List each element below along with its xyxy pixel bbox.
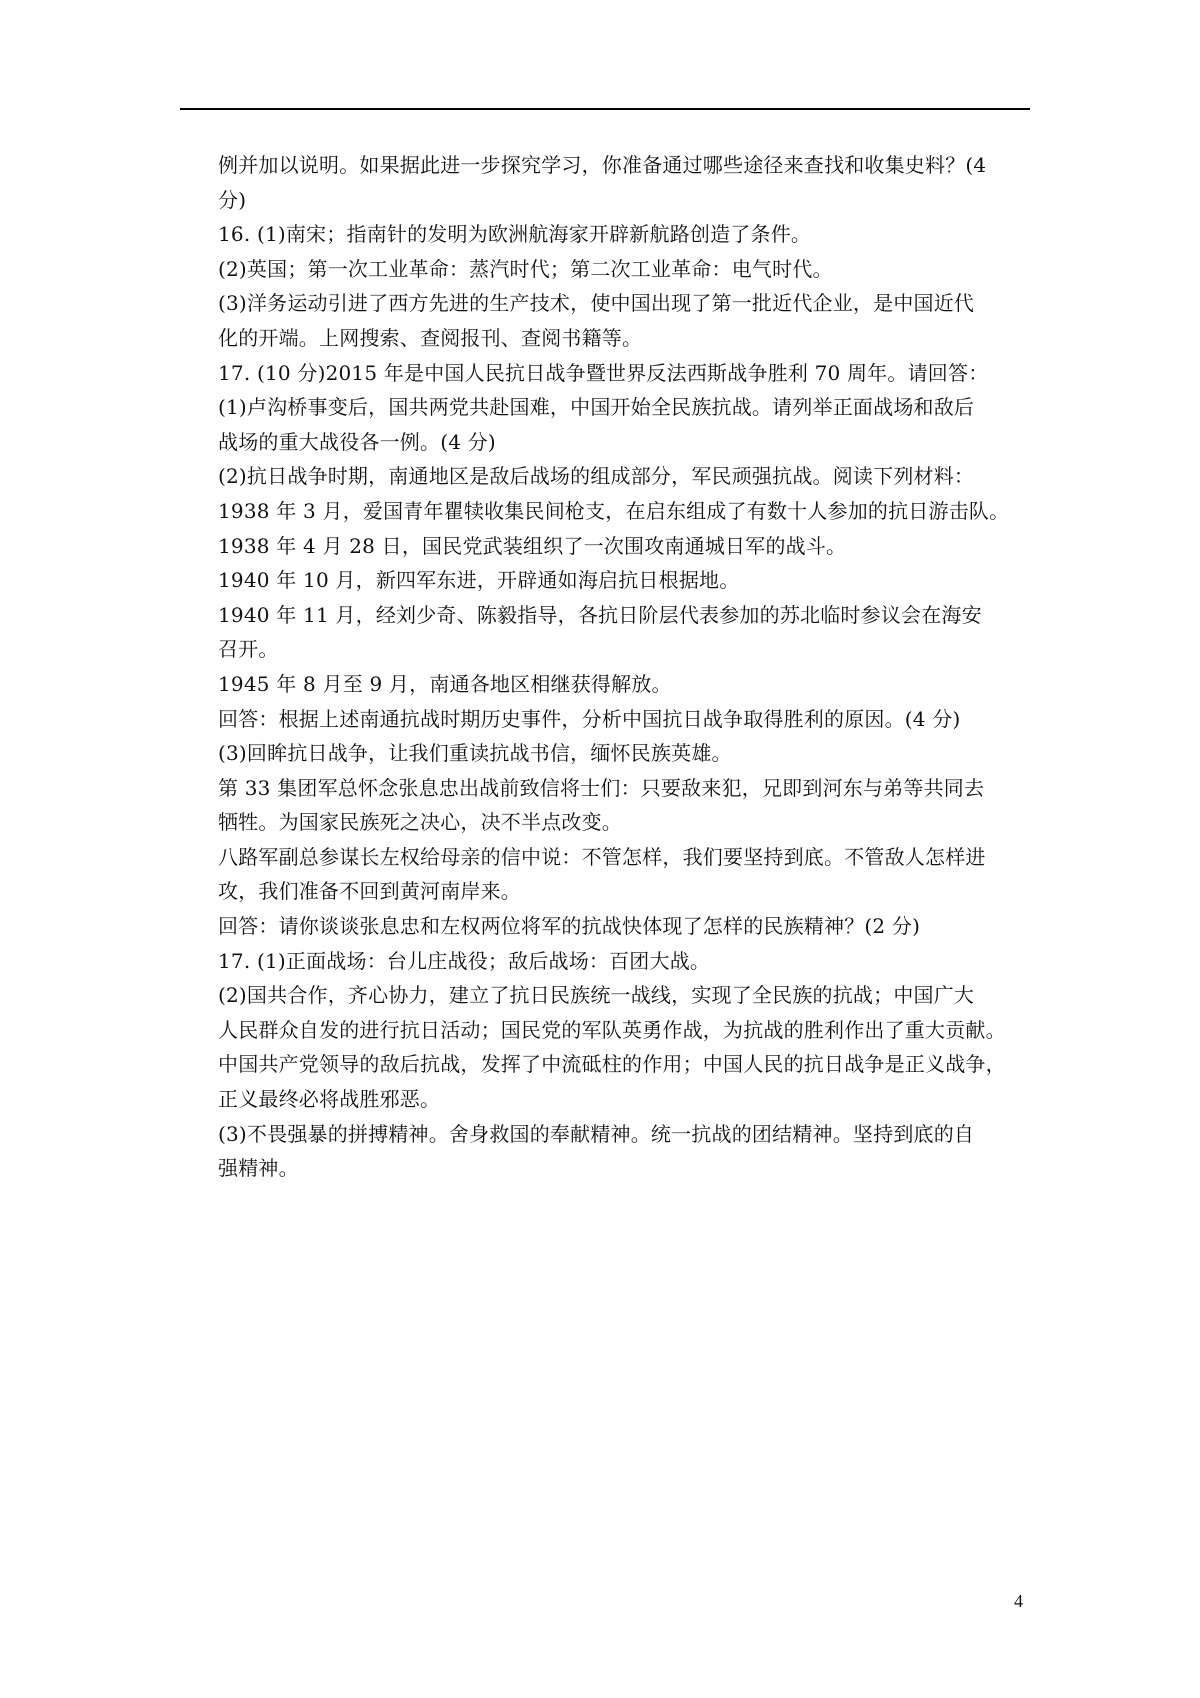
text-line: (2)英国；第一次工业革命：蒸汽时代；第二次工业革命：电气时代。 <box>218 256 833 281</box>
text-line: 牺牲。为国家民族死之决心，决不半点改变。 <box>218 810 622 835</box>
text-line: 化的开端。上网搜索、查阅报刊、查阅书籍等。 <box>218 325 643 350</box>
text-line: 17. (1)正面战场：台儿庄战役；敌后战场：百团大战。 <box>218 948 711 973</box>
text-line: 1938 年 3 月，爱国青年瞿犊收集民间枪支，在启东组成了有数十人参加的抗日游击队。 <box>218 498 1010 523</box>
text-line: 战场的重大战役各一例。(4 分) <box>218 429 496 454</box>
header-rule <box>180 108 1030 110</box>
body-text <box>218 148 1038 1186</box>
text-line: 召开。 <box>218 637 279 662</box>
text-line: 中国共产党领导的敌后抗战，发挥了中流砥柱的作用；中国人民的抗日战争是正义战争， <box>218 1052 1006 1077</box>
text-line: 人民群众自发的进行抗日活动；国民党的军队英勇作战，为抗战的胜利作出了重大贡献。 <box>218 1017 1006 1042</box>
text-line: (3)不畏强暴的拼搏精神。舍身救国的奉献精神。统一抗战的团结精神。坚持到底的自 <box>218 1121 975 1146</box>
text-line: 1938 年 4 月 28 日，国民党武装组织了一次围攻南通城日军的战斗。 <box>218 533 847 558</box>
text-line: 1940 年 10 月，新四军东进，开辟通如海启抗日根据地。 <box>218 568 740 593</box>
text-line: 分) <box>218 187 247 212</box>
text-line: 八路军副总参谋长左权给母亲的信中说：不管怎样，我们要坚持到底。不管敌人怎样进 <box>218 844 986 869</box>
text-line: (2)国共合作，齐心协力，建立了抗日民族统一战线，实现了全民族的抗战；中国广大 <box>218 983 975 1008</box>
text-line: 1945 年 8 月至 9 月，南通各地区相继获得解放。 <box>218 671 672 696</box>
text-line: 回答：请你谈谈张息忠和左权两位将军的抗战快体现了怎样的民族精神？(2 分) <box>218 914 921 939</box>
text-line: 1940 年 11 月，经刘少奇、陈毅指导，各抗日阶层代表参加的苏北临时参议会在海安 <box>218 602 982 627</box>
text-line: (3)回眸抗日战争，让我们重读抗战书信，缅怀民族英雄。 <box>218 741 732 766</box>
text-line: 第 33 集团军总怀念张息忠出战前致信将士们：只要敌来犯，兄即到河东与弟等共同去 <box>218 775 985 800</box>
text-line: 攻，我们准备不回到黄河南岸来。 <box>218 879 521 904</box>
text-line: 正义最终必将战胜邪恶。 <box>218 1087 441 1112</box>
text-line: (2)抗日战争时期，南通地区是敌后战场的组成部分，军民顽强抗战。阅读下列材料： <box>218 464 975 489</box>
text-line: (3)洋务运动引进了西方先进的生产技术，使中国出现了第一批近代企业，是中国近代 <box>218 291 975 316</box>
text-line: 回答：根据上述南通抗战时期历史事件，分析中国抗日战争取得胜利的原因。(4 分) <box>218 706 961 731</box>
text-line: 例并加以说明。如果据此进一步探究学习，你准备通过哪些途径来查找和收集史料？(4 <box>218 153 987 177</box>
text-line: (1)卢沟桥事变后，国共两党共赴国难，中国开始全民族抗战。请列举正面战场和敌后 <box>218 395 975 420</box>
text-line: 17. (10 分)2015 年是中国人民抗日战争暨世界反法西斯战争胜利 70 周年。请回答： <box>218 360 989 385</box>
page-number: 4 <box>1014 1591 1023 1611</box>
text-line: 16. (1)南宋；指南针的发明为欧洲航海家开辟新航路创造了条件。 <box>218 222 812 247</box>
text-line: 强精神。 <box>218 1156 299 1181</box>
